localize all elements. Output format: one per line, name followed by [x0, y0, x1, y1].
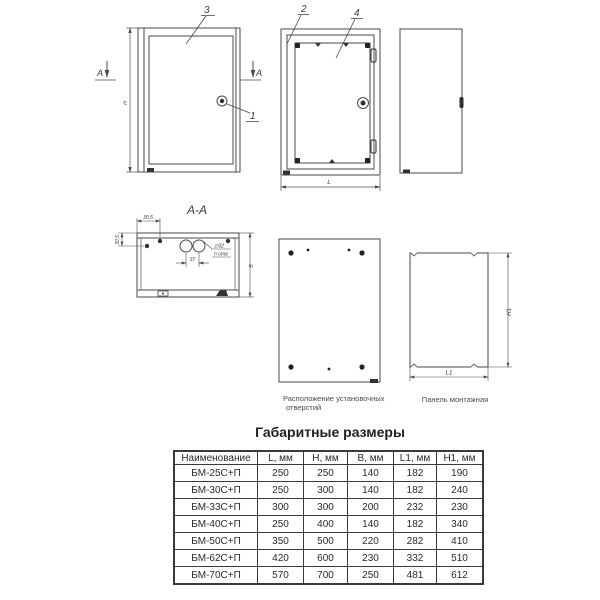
cell-h1: 190 [437, 465, 484, 482]
cell-b: 220 [348, 533, 394, 550]
hole-quantity-note: n отв [214, 251, 228, 258]
cell-l1: 182 [394, 465, 437, 482]
dim-top-offset: 30,5 [143, 215, 153, 221]
cell-h: 300 [304, 482, 348, 499]
cell-l1: 282 [394, 533, 437, 550]
table-row [174, 465, 483, 482]
holes-caption-line1: Расположение установочных [283, 394, 385, 403]
side-view-drawing [400, 29, 464, 174]
cell-name: БМ-25С+П [174, 465, 258, 482]
section-aa-drawing [118, 218, 254, 297]
lock-icon [217, 96, 227, 106]
col-header-name: Наименование [174, 451, 258, 465]
cell-l: 350 [258, 533, 304, 550]
col-header-l1: L1, мм [394, 451, 437, 465]
holes-layout-drawing [279, 239, 380, 383]
dim-panel-height: H1 [507, 308, 513, 316]
col-header-h1: H1, мм [437, 451, 484, 465]
cell-h1: 510 [437, 550, 484, 567]
section-aa-title: A-A [186, 203, 208, 217]
cell-l1: 232 [394, 499, 437, 516]
dimensions-table [173, 450, 484, 585]
dim-depth-label: B [249, 264, 255, 268]
table-header-row [174, 451, 483, 465]
lock-icon [358, 98, 369, 109]
callout-2-label: 2 [301, 4, 307, 15]
cell-name: БМ-33С+П [174, 499, 258, 516]
callout-3-label: 3 [204, 5, 210, 16]
callout-4-label: 4 [354, 8, 360, 19]
table-row [174, 499, 483, 516]
cell-h1: 410 [437, 533, 484, 550]
holes-caption-line2: отверстий [286, 403, 322, 412]
table-row [174, 567, 483, 585]
dim-width-label: L [327, 180, 331, 186]
side-handle-mark [460, 97, 464, 108]
dim-height-label: H [123, 101, 129, 105]
cell-b: 230 [348, 550, 394, 567]
cell-b: 140 [348, 516, 394, 533]
cell-name: БМ-62С+П [174, 550, 258, 567]
col-header-b: B, мм [348, 451, 394, 465]
front-view-drawing [95, 16, 261, 173]
dim-left-offset: 30,5 [115, 235, 121, 245]
panel-caption: Панель монтажная [421, 395, 489, 404]
table-row [174, 550, 483, 567]
table-row [174, 482, 483, 499]
cell-name: БМ-70С+П [174, 567, 258, 585]
cell-l: 250 [258, 482, 304, 499]
cell-h1: 612 [437, 567, 484, 585]
open-view-drawing [281, 15, 380, 192]
section-letter-left: A [97, 68, 104, 78]
cell-name: БМ-50С+П [174, 533, 258, 550]
table-title: Габаритные размеры [255, 424, 405, 440]
col-header-l: L, мм [258, 451, 304, 465]
cell-l1: 182 [394, 516, 437, 533]
cell-h1: 230 [437, 499, 484, 516]
door-hinge-mark [147, 168, 154, 172]
cell-b: 140 [348, 465, 394, 482]
mounting-panel-drawing [410, 252, 512, 381]
cell-l1: 332 [394, 550, 437, 567]
table-row [174, 533, 483, 550]
callout-1-label: 1 [250, 111, 256, 122]
cell-b: 200 [348, 499, 394, 516]
cell-name: БМ-40С+П [174, 516, 258, 533]
cell-b: 140 [348, 482, 394, 499]
cell-name: БМ-30С+П [174, 482, 258, 499]
cell-l1: 182 [394, 482, 437, 499]
cell-l: 250 [258, 465, 304, 482]
cell-l: 250 [258, 516, 304, 533]
cell-l: 420 [258, 550, 304, 567]
cell-h: 600 [304, 550, 348, 567]
dim-panel-width: L1 [445, 370, 453, 377]
dim-hole-spacing: 37 [189, 257, 196, 263]
cell-l: 570 [258, 567, 304, 585]
cell-h: 250 [304, 465, 348, 482]
cell-h1: 240 [437, 482, 484, 499]
cell-h: 700 [304, 567, 348, 585]
section-letter-right: A [256, 68, 263, 78]
cell-h: 300 [304, 499, 348, 516]
cell-l: 300 [258, 499, 304, 516]
cell-b: 250 [348, 567, 394, 585]
cell-h: 500 [304, 533, 348, 550]
hole-diameter-note: ∅32 [214, 243, 224, 250]
cell-h1: 340 [437, 516, 484, 533]
cell-l1: 481 [394, 567, 437, 585]
table-row [174, 516, 483, 533]
col-header-h: H, мм [304, 451, 348, 465]
cell-h: 400 [304, 516, 348, 533]
